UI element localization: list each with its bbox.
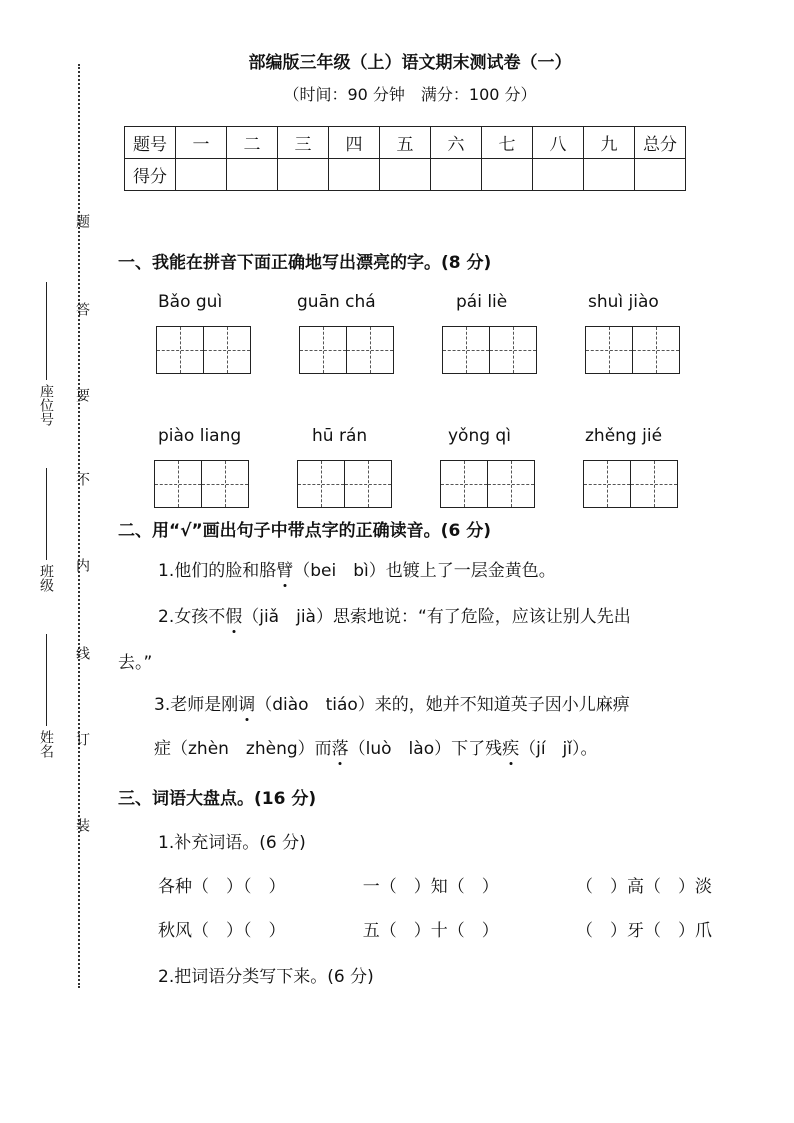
score-header-cell: 总分	[635, 127, 686, 159]
tianzige-cell[interactable]	[442, 326, 490, 374]
binding-char: 题	[74, 214, 90, 228]
score-header-cell: 题号	[125, 127, 176, 159]
class-blank[interactable]	[46, 468, 47, 560]
tianzige-cell[interactable]	[632, 326, 680, 374]
binding-char: 订	[74, 732, 90, 746]
score-input-cell[interactable]	[227, 159, 278, 191]
writing-grid[interactable]	[297, 460, 392, 508]
exam-subtitle: （时间：90 分钟 满分：100 分）	[283, 85, 537, 104]
tianzige-cell[interactable]	[156, 326, 204, 374]
question-text[interactable]: （bei bì）也镀上了一层金黄色。	[293, 561, 556, 581]
writing-grid[interactable]	[156, 326, 251, 374]
name-label: 姓名	[38, 730, 54, 758]
tianzige-cell[interactable]	[201, 460, 249, 508]
question-2-3-continued	[154, 734, 598, 759]
score-input-cell[interactable]	[431, 159, 482, 191]
score-input-cell[interactable]	[584, 159, 635, 191]
score-input-cell[interactable]	[329, 159, 380, 191]
score-input-cell[interactable]	[176, 159, 227, 191]
writing-grid[interactable]	[442, 326, 537, 374]
score-header-cell: 九	[584, 127, 635, 159]
binding-char: 不	[74, 472, 90, 486]
dotted-char: 落	[332, 734, 349, 759]
question-2-1	[158, 556, 556, 581]
tianzige-cell[interactable]	[299, 326, 347, 374]
question-text[interactable]: （diào tiáo）来的，她并不知道英子因小儿麻痹	[255, 695, 630, 715]
binding-char: 要	[74, 388, 90, 402]
dotted-char: 调	[238, 690, 255, 715]
pinyin-label: Bǎo guì	[158, 292, 223, 312]
score-header-cell: 四	[329, 127, 380, 159]
tianzige-cell[interactable]	[346, 326, 394, 374]
score-input-cell[interactable]	[635, 159, 686, 191]
question-text[interactable]: （jí jǐ）。	[519, 739, 598, 759]
tianzige-cell[interactable]	[583, 460, 631, 508]
fill-in-idiom[interactable]: 各种（ ）（ ）	[158, 877, 286, 897]
fill-in-idiom[interactable]: 秋风（ ）（ ）	[158, 921, 286, 941]
question-text[interactable]: 症（zhèn zhèng）而	[154, 739, 332, 759]
binding-char: 答	[74, 302, 90, 316]
name-field[interactable]	[36, 634, 56, 758]
tianzige-cell[interactable]	[203, 326, 251, 374]
tianzige-cell[interactable]	[344, 460, 392, 508]
fill-in-idiom[interactable]: （ ）高（ ）淡	[576, 877, 712, 897]
score-header-cell: 七	[482, 127, 533, 159]
score-table-header-row	[125, 127, 686, 159]
subquestion-3-2: 2.把词语分类写下来。(6 分)	[158, 967, 374, 987]
writing-grid[interactable]	[154, 460, 249, 508]
question-text: 1.他们的脸和胳	[158, 561, 277, 581]
tianzige-cell[interactable]	[487, 460, 535, 508]
score-header-cell: 八	[533, 127, 584, 159]
binding-char: 内	[74, 558, 90, 572]
tianzige-cell[interactable]	[489, 326, 537, 374]
pinyin-label: zhěng jié	[585, 426, 663, 446]
score-table	[124, 126, 686, 191]
question-2-2-continued: 去。”	[118, 653, 153, 673]
score-input-cell[interactable]	[482, 159, 533, 191]
dotted-char: 臂	[276, 556, 293, 581]
score-row-label: 得分	[125, 159, 176, 191]
question-text[interactable]: （jiǎ jià）思索地说：“有了危险，应该让别人先出	[242, 607, 631, 627]
question-2-2	[158, 602, 631, 627]
binding-char: 线	[74, 646, 90, 660]
section1-heading: 一、我能在拼音下面正确地写出漂亮的字。(8 分)	[118, 253, 492, 273]
fill-in-idiom[interactable]: （ ）牙（ ）爪	[576, 921, 712, 941]
class-field[interactable]	[36, 468, 56, 592]
pinyin-label: guān chá	[297, 292, 376, 312]
fill-in-row	[158, 872, 712, 897]
seat-number-label: 座位号	[38, 384, 54, 426]
pinyin-label: hū rán	[312, 426, 368, 446]
question-text: 3.老师是刚	[154, 695, 239, 715]
score-table-score-row	[125, 159, 686, 191]
score-input-cell[interactable]	[278, 159, 329, 191]
subquestion-3-1: 1.补充词语。(6 分)	[158, 833, 306, 853]
question-text[interactable]: （luò lào）下了残	[348, 739, 503, 759]
score-header-cell: 一	[176, 127, 227, 159]
tianzige-cell[interactable]	[297, 460, 345, 508]
section3-heading: 三、词语大盘点。(16 分)	[118, 789, 317, 809]
name-blank[interactable]	[46, 634, 47, 726]
exam-title: 部编版三年级（上）语文期末测试卷（一）	[248, 53, 572, 73]
fill-in-row	[158, 916, 712, 941]
pinyin-label: shuì jiào	[588, 292, 659, 312]
fill-in-idiom[interactable]: 五（ ）十（ ）	[362, 921, 499, 941]
question-2-3	[154, 690, 630, 715]
question-text: 2.女孩不	[158, 607, 226, 627]
writing-grid[interactable]	[440, 460, 535, 508]
dotted-char: 假	[225, 602, 242, 627]
tianzige-cell[interactable]	[585, 326, 633, 374]
tianzige-cell[interactable]	[440, 460, 488, 508]
binding-dotted-line	[78, 64, 80, 988]
fill-in-idiom[interactable]: 一（ ）知（ ）	[362, 877, 499, 897]
binding-char: 装	[74, 818, 90, 832]
score-header-cell: 二	[227, 127, 278, 159]
class-label: 班级	[38, 564, 54, 592]
writing-grid[interactable]	[299, 326, 394, 374]
tianzige-cell[interactable]	[630, 460, 678, 508]
pinyin-label: pái liè	[456, 292, 508, 312]
score-header-cell: 五	[380, 127, 431, 159]
seat-number-field[interactable]	[36, 282, 56, 426]
writing-grid[interactable]	[585, 326, 680, 374]
seat-number-blank[interactable]	[46, 282, 47, 380]
section2-heading: 二、用“√”画出句子中带点字的正确读音。(6 分)	[118, 521, 491, 541]
dotted-char: 疾	[502, 734, 519, 759]
score-header-cell: 三	[278, 127, 329, 159]
pinyin-label: piào liang	[158, 426, 242, 446]
score-input-cell[interactable]	[533, 159, 584, 191]
pinyin-label: yǒng qì	[448, 426, 511, 446]
writing-grid[interactable]	[583, 460, 678, 508]
score-header-cell: 六	[431, 127, 482, 159]
tianzige-cell[interactable]	[154, 460, 202, 508]
score-input-cell[interactable]	[380, 159, 431, 191]
